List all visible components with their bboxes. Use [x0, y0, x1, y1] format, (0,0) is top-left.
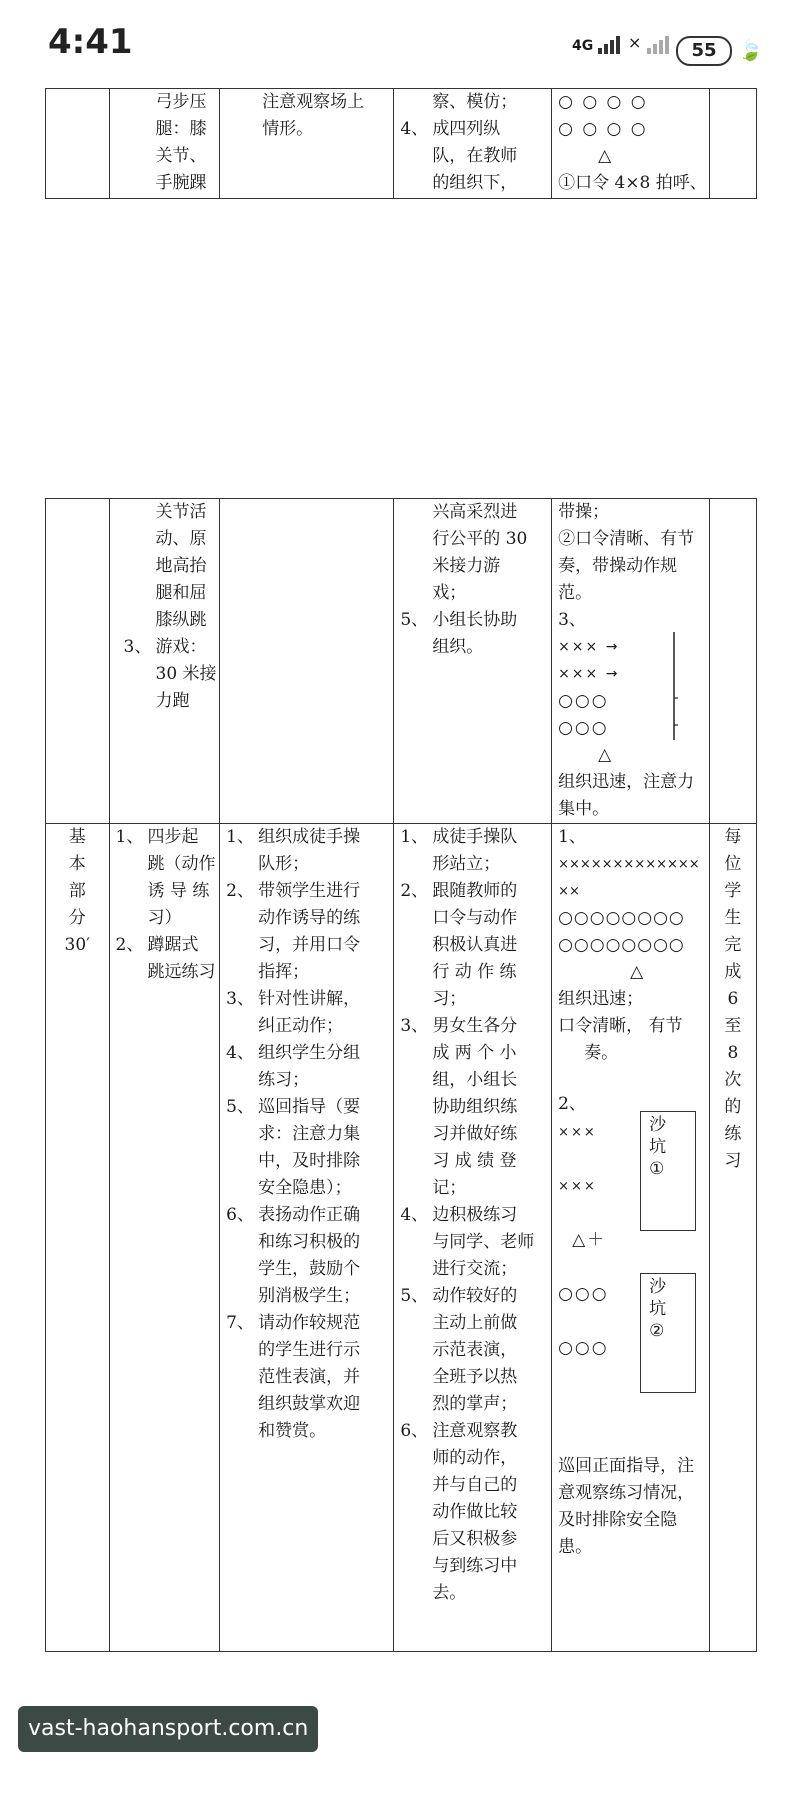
requirement-char: 练 — [724, 1124, 742, 1144]
organization-cell — [552, 89, 710, 199]
teacher-cell — [220, 824, 394, 1652]
text-line: 表扬动作正确 — [258, 1205, 361, 1225]
text-line: 的组织下， — [432, 173, 518, 193]
text-line: 动作做比较 — [432, 1502, 518, 1522]
relay-group: ○○○ — [558, 691, 609, 711]
list-item — [400, 878, 545, 1013]
section-label-char: 分 — [68, 908, 86, 928]
text-line: 戏； — [432, 583, 467, 603]
list-item — [226, 1310, 387, 1445]
status-bar — [0, 0, 800, 90]
text-line: 情形。 — [262, 119, 314, 139]
relay-group: ××× — [558, 666, 600, 682]
signal-bars-empty-icon — [647, 32, 677, 54]
battery-indicator: 55 — [676, 36, 732, 66]
text-line: 师的动作， — [432, 1448, 518, 1468]
text-line: 注意观察场上 — [262, 92, 365, 112]
text-line: 成 两 个 小 — [432, 1043, 517, 1063]
text-line: 并与自己的 — [432, 1475, 518, 1495]
text-line: 行公平的 30 — [432, 529, 528, 549]
sandpit-2 — [640, 1273, 696, 1393]
text-line: 动、原 — [155, 529, 207, 549]
finish-line-icon — [618, 630, 678, 742]
formation-row: ○ ○ ○ ○ — [558, 92, 648, 112]
item-number: 2、 — [558, 1094, 586, 1114]
text-line: 腿：膝 — [155, 119, 207, 139]
lesson-table-middle — [45, 498, 757, 1652]
requirement-char: 生 — [724, 908, 742, 928]
text-line: 和赞赏。 — [258, 1421, 327, 1441]
item-number: 1、 — [558, 827, 586, 847]
text-line: 奏，带操动作规 — [558, 556, 678, 576]
text-line: 范性表演，并 — [258, 1367, 361, 1387]
text-line: 成徒手操队 — [432, 827, 518, 847]
text-line: 组织。 — [432, 637, 484, 657]
relay-diagram — [558, 634, 703, 742]
content-cell — [109, 89, 220, 199]
text-line: 巡回指导（要 — [258, 1097, 361, 1117]
text-line: 奏。 — [584, 1043, 619, 1063]
text-line: 跳（动作 — [147, 854, 216, 874]
item-number: 2、 — [115, 935, 144, 955]
text-line: 组织迅速； — [558, 989, 644, 1009]
text-line: 游戏： — [155, 637, 207, 657]
section-label-char: 本 — [68, 854, 86, 874]
requirement-char: 6 — [727, 989, 739, 1009]
item-number: 5、 — [226, 1097, 254, 1117]
text-line: 队，在教师 — [432, 146, 518, 166]
text-line: 与同学、老师 — [432, 1232, 535, 1252]
requirement-char: 次 — [724, 1070, 742, 1090]
list-item — [226, 1202, 387, 1310]
text-line: 巡回正面指导，注 — [558, 1456, 695, 1476]
item-number: 4、 — [226, 1043, 254, 1063]
text-line: 膝纵跳 — [155, 610, 207, 630]
text-line: 求：注意力集 — [258, 1124, 361, 1144]
requirement-cell — [709, 499, 756, 824]
sandpit-label: 坑 — [649, 1299, 667, 1319]
item-number: 5、 — [400, 610, 429, 630]
item-number: 3、 — [226, 989, 254, 1009]
text-line: 男女生各分 — [432, 1016, 518, 1036]
list-item — [226, 1094, 387, 1202]
text-line: 兴高采烈进 — [432, 502, 518, 522]
text-line: 成四列纵 — [432, 119, 501, 139]
item-number: 3、 — [123, 637, 152, 657]
text-line: 的学生进行示 — [258, 1340, 361, 1360]
text-line: 口令与动作 — [432, 908, 518, 928]
text-line: 弓步压 — [155, 92, 207, 112]
status-time: 4:41 — [48, 22, 133, 62]
sandpit-label: 沙 — [649, 1115, 667, 1135]
sandpit-label: ① — [649, 1159, 665, 1179]
requirement-char: 学 — [724, 881, 742, 901]
text-line: 去。 — [432, 1583, 467, 1603]
text-line: 组织学生分组 — [258, 1043, 361, 1063]
formation-row: ×× — [558, 884, 580, 899]
text-line: 针对性讲解， — [258, 989, 361, 1009]
network-4g-icon: 4G — [572, 34, 628, 54]
text-line: 队形； — [258, 854, 310, 874]
text-line: 米接力游 — [432, 556, 501, 576]
text-line: 习并做好练 — [432, 1124, 518, 1144]
item-number: 6、 — [400, 1421, 429, 1441]
teacher-cell — [220, 89, 394, 199]
text-line: 注意观察教 — [432, 1421, 518, 1441]
requirement-char: 完 — [724, 935, 742, 955]
arrow-right-icon: → — [605, 666, 620, 682]
text-line: 记； — [432, 1178, 467, 1198]
sandpit-label: 沙 — [649, 1277, 667, 1297]
basic-part-row — [46, 824, 757, 1652]
text-line: 习，并用口令 — [258, 935, 361, 955]
arrow-right-icon: → — [605, 639, 620, 655]
content-cell — [109, 499, 220, 824]
teacher-marker: △ — [630, 962, 646, 982]
text-line: 带操； — [558, 502, 610, 522]
text-line: 纠正动作； — [258, 1016, 344, 1036]
no-signal-icon: × — [628, 32, 677, 54]
list-item — [400, 1202, 545, 1283]
list-item — [226, 986, 387, 1040]
content-cell — [109, 824, 220, 1652]
section-cell — [46, 824, 110, 1652]
relay-group: ××× — [558, 639, 600, 655]
text-line: 和练习积极的 — [258, 1232, 361, 1252]
text-line: 习 成 绩 登 — [432, 1151, 517, 1171]
requirement-char: 每 — [724, 827, 742, 847]
text-line: 学生，鼓励个 — [258, 1259, 361, 1279]
item-number: 4、 — [400, 1205, 429, 1225]
text-line: 患。 — [558, 1537, 593, 1557]
text-line: 请动作较规范 — [258, 1313, 361, 1333]
text-line: 四步起 — [147, 827, 199, 847]
text-line: 练习； — [258, 1070, 310, 1090]
leaf-icon: 🍃 — [738, 38, 763, 62]
text-line: 动作较好的 — [432, 1286, 518, 1306]
item-number: 1、 — [400, 827, 429, 847]
text-line: 主动上前做 — [432, 1313, 518, 1333]
text-line: 中，及时排除 — [258, 1151, 361, 1171]
teacher-cell — [220, 499, 394, 824]
text-line: 积极认真进 — [432, 935, 518, 955]
text-line: 与到练习中 — [432, 1556, 518, 1576]
text-line: 组织鼓掌欢迎 — [258, 1394, 361, 1414]
teacher-marker: △＋ — [572, 1230, 607, 1250]
text-line: 边积极练习 — [432, 1205, 518, 1225]
item-number: 7、 — [226, 1313, 254, 1333]
sandpit-1 — [640, 1111, 696, 1231]
requirement-char: 的 — [724, 1097, 742, 1117]
list-item — [400, 1418, 545, 1607]
text-line: 30 米接 — [155, 664, 217, 684]
formation-row: ××××××××××××× — [558, 857, 700, 872]
text-line: ②口令清晰、有节 — [558, 529, 695, 549]
text-line: 关节、 — [155, 146, 207, 166]
student-cell — [394, 824, 552, 1652]
formation-row: ○○○ — [558, 1284, 609, 1304]
formation-row: ○○○○○○○○ — [558, 908, 685, 928]
requirement-char: 成 — [724, 962, 742, 982]
formation-row: ××× — [558, 1179, 597, 1194]
sandpit-label: 坑 — [649, 1137, 667, 1157]
sandpit-diagram — [558, 1073, 703, 1453]
text-line: 地高抬 — [155, 556, 207, 576]
section-label-char: 部 — [68, 881, 86, 901]
list-item — [400, 824, 545, 878]
section-cell — [46, 89, 110, 199]
item-number: 2、 — [226, 881, 254, 901]
text-line: 示范表演， — [432, 1340, 518, 1360]
text-line: 关节活 — [155, 502, 207, 522]
text-line: ①口令 4×8 拍呼、 — [558, 173, 707, 193]
organization-cell — [552, 824, 710, 1652]
requirement-char: 习 — [724, 1151, 742, 1171]
text-line: 手腕踝 — [155, 173, 207, 193]
text-line: 习； — [432, 989, 467, 1009]
list-item — [400, 1283, 545, 1418]
watermark-url: vast-haohansport.com.cn — [18, 1706, 318, 1752]
text-line: 力跑 — [155, 691, 190, 711]
item-number: 5、 — [400, 1286, 429, 1306]
text-line: 及时排除安全隐 — [558, 1510, 678, 1530]
item-number: 4、 — [400, 119, 429, 139]
teacher-marker: △ — [598, 146, 614, 166]
text-line: 协助组织练 — [432, 1097, 518, 1117]
text-line: 安全隐患）； — [258, 1178, 352, 1198]
student-cell — [394, 499, 552, 824]
text-line: 组织迅速，注意力 — [558, 772, 695, 792]
text-line: 察、模仿； — [432, 92, 518, 112]
item-number: 6、 — [226, 1205, 254, 1225]
text-line: 腿和屈 — [155, 583, 207, 603]
list-item — [116, 932, 214, 986]
text-line: 集中。 — [558, 799, 610, 819]
relay-group: ○○○ — [558, 718, 609, 738]
sandpit-label: ② — [649, 1321, 665, 1341]
list-item — [226, 878, 387, 986]
text-line: 后又积极参 — [432, 1529, 518, 1549]
item-number: 1、 — [115, 827, 144, 847]
student-cell — [394, 89, 552, 199]
section-label-char: 基 — [68, 827, 86, 847]
requirement-char: 至 — [724, 1016, 742, 1036]
list-item — [400, 1013, 545, 1202]
text-line: 全班予以热 — [432, 1367, 518, 1387]
text-line: 跳远练习 — [147, 962, 216, 982]
text-line: 组，小组长 — [432, 1070, 518, 1090]
section-duration: 30′ — [64, 935, 90, 955]
text-line: 口令清晰， 有节 — [558, 1016, 683, 1036]
text-line: 动作诱导的练 — [258, 908, 361, 928]
text-line: 形站立； — [432, 854, 501, 874]
list-item — [226, 1040, 387, 1094]
requirement-cell — [709, 824, 756, 1652]
lesson-table-top — [45, 88, 757, 199]
requirement-cell — [709, 89, 756, 199]
list-item — [116, 824, 214, 932]
text-line: 3、 — [558, 610, 586, 630]
text-line: 蹲踞式 — [147, 935, 199, 955]
requirement-char: 8 — [727, 1043, 739, 1063]
formation-row: ××× — [558, 1125, 597, 1140]
text-line: 范。 — [558, 583, 593, 603]
text-line: 意观察练习情况， — [558, 1483, 695, 1503]
text-line: 跟随教师的 — [432, 881, 518, 901]
formation-row: ○ ○ ○ ○ — [558, 119, 648, 139]
text-line: 组织成徒手操 — [258, 827, 361, 847]
text-line: 行 动 作 练 — [432, 962, 517, 982]
teacher-marker: △ — [598, 745, 614, 765]
text-line: 指挥； — [258, 962, 310, 982]
requirement-char: 位 — [724, 854, 742, 874]
item-number: 1、 — [226, 827, 254, 847]
text-line: 烈的掌声； — [432, 1394, 518, 1414]
text-line: 带领学生进行 — [258, 881, 361, 901]
text-line: 小组长协助 — [432, 610, 518, 630]
text-line: 进行交流； — [432, 1259, 518, 1279]
item-number: 3、 — [400, 1016, 429, 1036]
item-number: 2、 — [400, 881, 429, 901]
organization-cell — [552, 499, 710, 824]
text-line: 习） — [147, 908, 182, 928]
section-cell — [46, 499, 110, 824]
formation-row: ○○○○○○○○ — [558, 935, 685, 955]
text-line: 诱 导 练 — [147, 881, 210, 901]
list-item — [226, 824, 387, 878]
formation-row: ○○○ — [558, 1338, 609, 1358]
text-line: 别消极学生； — [258, 1286, 361, 1306]
signal-bars-icon — [598, 34, 628, 54]
